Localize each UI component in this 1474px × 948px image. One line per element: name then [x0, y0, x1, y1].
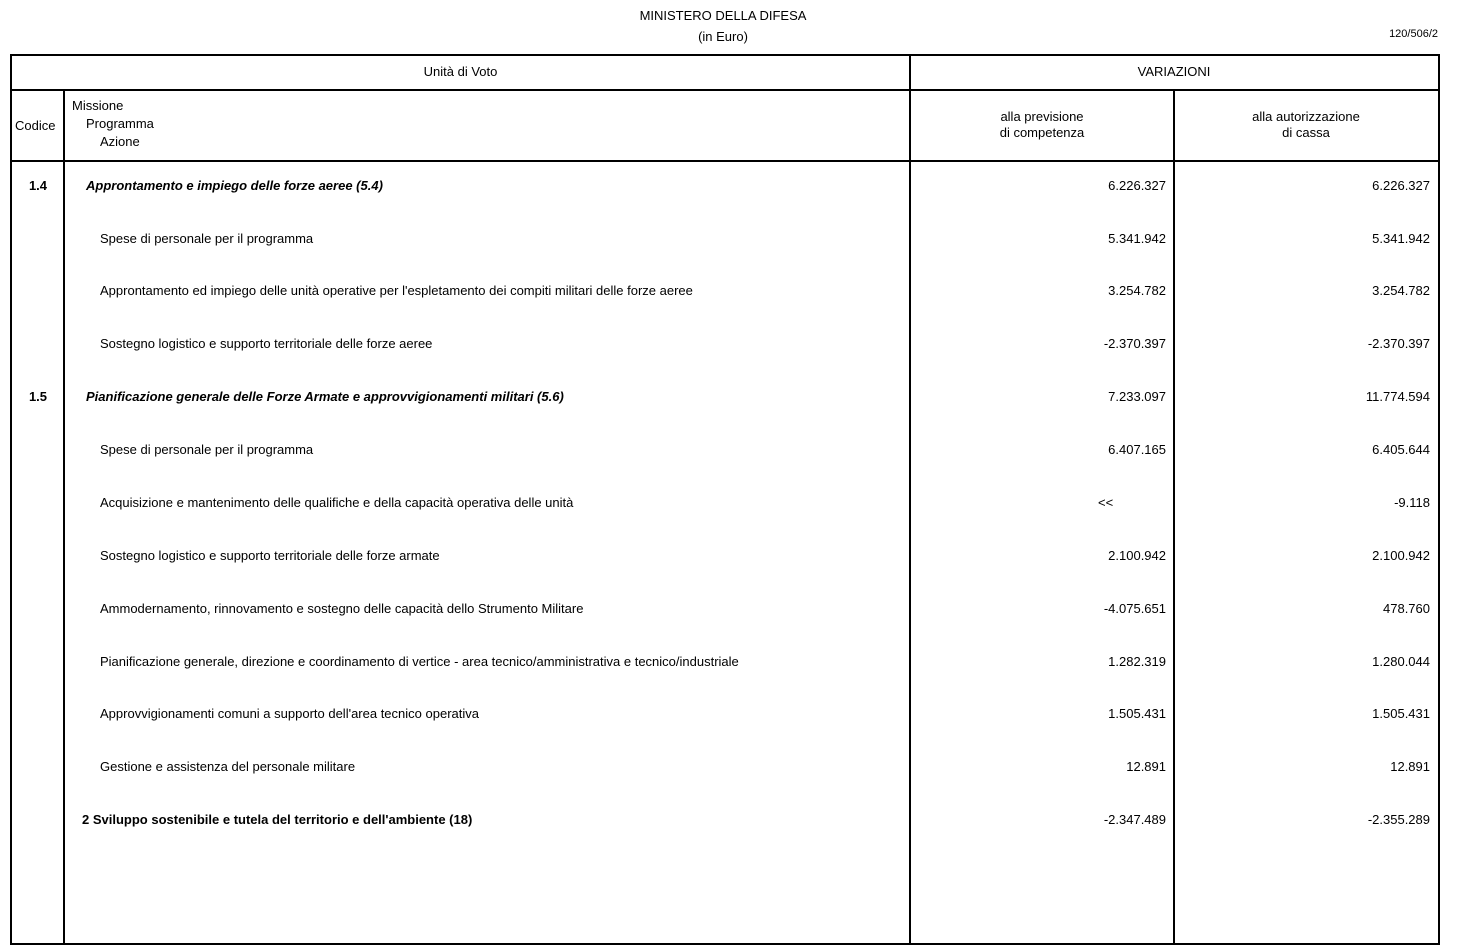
header-cassa-line1: alla autorizzazione	[1252, 109, 1360, 124]
header-competenza-line1: alla previsione	[1000, 109, 1084, 124]
header-azione: Azione	[100, 134, 140, 149]
table-row	[12, 336, 1438, 356]
row-competenza: -4.075.651	[1103, 601, 1166, 616]
header-competenza-line2: di competenza	[999, 125, 1085, 140]
row-description: Pianificazione generale, direzione e coordinamento di vertice - area tecnico/amministrativa e tecnico/industriale	[100, 654, 739, 669]
row-description: Spese di personale per il programma	[100, 231, 314, 246]
table-row	[12, 706, 1438, 726]
row-competenza: 3.254.782	[1108, 283, 1166, 298]
row-codice: 1.5	[28, 389, 48, 404]
table-row	[12, 812, 1438, 832]
row-cassa: -9.118	[1394, 495, 1430, 510]
table-row	[12, 601, 1438, 621]
currency-note: (in Euro)	[698, 29, 748, 44]
table-row	[12, 495, 1438, 515]
row-cassa: 11.774.594	[1365, 389, 1430, 404]
row-competenza: 12.891	[1126, 759, 1166, 774]
row-cassa: 1.280.044	[1372, 654, 1430, 669]
header-programma: Programma	[86, 116, 154, 131]
row-competenza: 1.282.319	[1108, 654, 1166, 669]
row-cassa: 3.254.782	[1372, 283, 1430, 298]
header-unita-di-voto: Unità di Voto	[423, 64, 498, 79]
row-codice: 1.4	[28, 178, 48, 193]
row-cassa: 478.760	[1383, 601, 1430, 616]
table-row	[12, 654, 1438, 674]
row-cassa: 2.100.942	[1372, 548, 1430, 563]
table-row	[12, 759, 1438, 779]
row-competenza: 6.226.327	[1108, 178, 1166, 193]
row-cassa: 5.341.942	[1372, 231, 1430, 246]
row-competenza: 7.233.097	[1108, 389, 1166, 404]
row-description: Approvvigionamenti comuni a supporto dell'area tecnico operativa	[100, 706, 479, 721]
row-description: Acquisizione e mantenimento delle qualifiche e della capacità operativa delle unità	[100, 495, 574, 510]
row-competenza: 2.100.942	[1108, 548, 1166, 563]
row-description: Sostegno logistico e supporto territoriale delle forze armate	[100, 548, 440, 563]
row-cassa: -2.355.289	[1367, 812, 1430, 827]
row-cassa: -2.370.397	[1367, 336, 1430, 351]
table-row	[12, 231, 1438, 251]
document-title: MINISTERO DELLA DIFESA	[639, 8, 807, 23]
header-variazioni: VARIAZIONI	[1137, 64, 1211, 79]
header-divider-1	[10, 89, 1438, 91]
row-description: Gestione e assistenza del personale militare	[100, 759, 356, 774]
row-cassa: 12.891	[1390, 759, 1430, 774]
row-description: Spese di personale per il programma	[100, 442, 314, 457]
row-description: Approntamento e impiego delle forze aeree (5.4)	[86, 178, 383, 193]
header-codice: Codice	[15, 118, 56, 133]
table-row	[12, 178, 1438, 198]
page-reference: 120/506/2	[1389, 28, 1438, 40]
row-competenza: 6.407.165	[1108, 442, 1166, 457]
header-cassa-line2: di cassa	[1282, 125, 1330, 140]
row-competenza: -2.370.397	[1103, 336, 1166, 351]
row-description: Pianificazione generale delle Forze Armate e approvvigionamenti militari (5.6)	[86, 389, 564, 404]
row-competenza: 1.505.431	[1108, 706, 1166, 721]
row-description: Sostegno logistico e supporto territoriale delle forze aeree	[100, 336, 433, 351]
header-missione: Missione	[72, 98, 124, 113]
table-row	[12, 442, 1438, 462]
row-cassa: 6.226.327	[1372, 178, 1430, 193]
row-cassa: 6.405.644	[1372, 442, 1430, 457]
table-row	[12, 548, 1438, 568]
table-row	[12, 283, 1438, 303]
row-competenza: 5.341.942	[1108, 231, 1166, 246]
table-row	[12, 389, 1438, 409]
row-description: Approntamento ed impiego delle unità operative per l'espletamento dei compiti militari delle forze aeree	[100, 283, 693, 298]
row-description: 2 Sviluppo sostenibile e tutela del territorio e dell'ambiente (18)	[82, 812, 473, 827]
row-description: Ammodernamento, rinnovamento e sostegno delle capacità dello Strumento Militare	[100, 601, 584, 616]
row-competenza: <<	[1098, 495, 1114, 510]
row-cassa: 1.505.431	[1372, 706, 1430, 721]
row-competenza: -2.347.489	[1103, 812, 1166, 827]
header-divider-2	[10, 160, 1438, 162]
